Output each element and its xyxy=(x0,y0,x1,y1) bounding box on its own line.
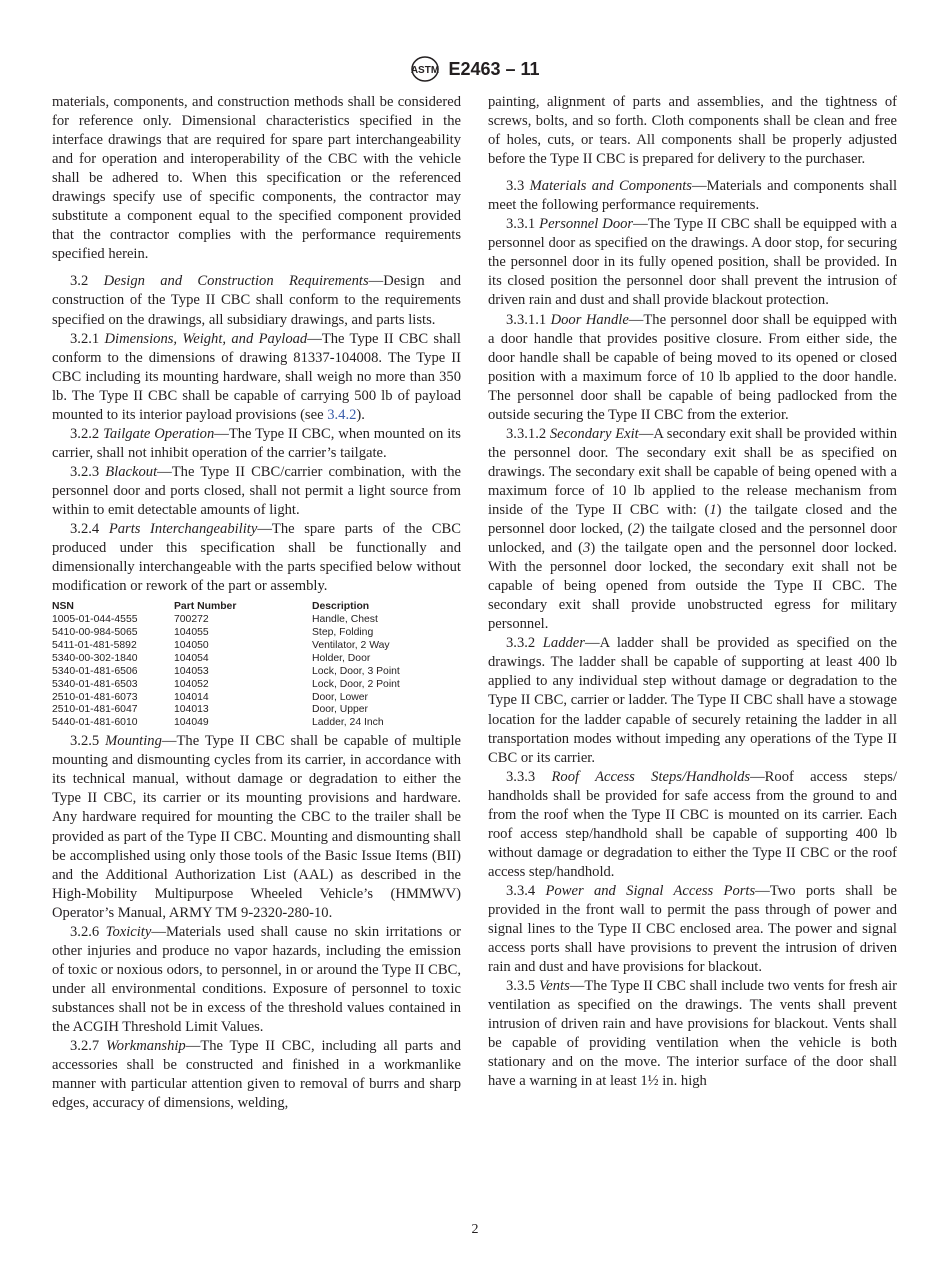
part-number-cell: 104049 xyxy=(174,717,209,729)
section-title: Secondary Exit xyxy=(549,425,639,442)
paragraph xyxy=(488,93,897,169)
paragraph-text: —The Type II CBC/carrier combination, with the personnel door and ports closed, shall not permit a light source from within to emit detectable amounts of light. xyxy=(52,463,461,518)
table-row xyxy=(52,640,461,653)
paragraph-text: —The Type II CBC, when mounted on its carrier, shall not inhibit operation of the carrier’s tailgate. xyxy=(52,425,461,461)
description-cell: Door, Upper xyxy=(312,704,369,716)
nsn-cell: 5340-01-481-6503 xyxy=(52,678,138,690)
paragraph xyxy=(488,311,897,425)
nsn-cell: 5410-00-984-5065 xyxy=(52,627,138,639)
page-header xyxy=(0,56,950,82)
section-title: Design and Construction Requirements xyxy=(103,273,369,290)
table-row xyxy=(52,666,461,679)
paragraph-text: 3.3.1.2 xyxy=(506,425,550,442)
nsn-cell: 5340-00-302-1840 xyxy=(52,652,138,664)
paragraph xyxy=(52,272,461,329)
table-row xyxy=(52,614,461,627)
paragraph-text: 3.3.4 xyxy=(506,882,546,899)
paragraph-text: 3.3.2 xyxy=(506,635,543,652)
paragraph-text: 3.3 xyxy=(506,178,530,195)
section-title: Vents xyxy=(538,978,570,995)
paragraph-text: —Design and construction of the Type II CBC shall conform to the requirements specified on the drawings, all subsidiary drawings, and parts lists. xyxy=(52,273,461,328)
description-cell: Door, Lower xyxy=(312,691,369,703)
nsn-cell: 5340-01-481-6506 xyxy=(52,665,138,677)
paragraph-text: painting, alignment of parts and assemblies, and the tightness of screws, bolts, and so forth. Cloth components shall be clean and free of holes, cuts, or tears. All components shall be properly adjusted before the Type II CBC is prepared for delivery to the purchaser. xyxy=(488,94,897,168)
paragraph-text: 3.2.2 xyxy=(70,425,104,442)
description-cell: Ventilator, 2 Way xyxy=(312,639,390,651)
description-cell: Lock, Door, 2 Point xyxy=(312,678,400,690)
paragraph xyxy=(52,923,461,1037)
part-number-cell: 104054 xyxy=(174,652,209,664)
paragraph-text: —Roof access steps/ handholds shall be provided for safe access from the ground to and from the roof when the Type II CBC is mounted on its carrier. Each roof access step/handhold shall be capable of supporting 400 lb without damage or degradation to either the Type II CBC or the roof access step/handhold. xyxy=(488,768,898,880)
header-part-number: Part Number xyxy=(174,601,237,613)
paragraph-text: —Two ports shall be provided in the front wall to permit the pass through of power and signal lines to the Type II CBC enclosed area. The power and signal access ports shall have provisions to prevent the intrusion of driven rain and dust and have provisions for blackout. xyxy=(488,882,897,976)
header-nsn: NSN xyxy=(52,601,74,613)
section-title: Parts Interchangeability xyxy=(108,521,258,538)
paragraph xyxy=(488,882,897,977)
section-title: Toxicity xyxy=(105,923,152,940)
section-title: Power and Signal Access Ports xyxy=(545,882,756,899)
description-cell: Handle, Chest xyxy=(312,614,378,626)
section-title: Personnel Door xyxy=(539,216,634,233)
paragraph xyxy=(52,463,461,520)
paragraph-text: —Materials used shall cause no skin irritations or other injuries and produce no vapor hazards, including the emission of toxic or noxious odors, to personnel, in or around the Type II CBC, under all environmental conditions. Exposure of personnel to toxic substances shall not be in excess of the threshold values contained in the ACGIH Threshold Limit Values. xyxy=(52,923,461,1035)
paragraph xyxy=(488,177,897,215)
section-title: 1 xyxy=(709,501,717,518)
nsn-cell: 2510-01-481-6073 xyxy=(52,691,138,703)
part-number-cell: 104014 xyxy=(174,691,209,703)
part-number-cell: 104053 xyxy=(174,665,209,677)
table-row xyxy=(52,679,461,692)
description-cell: Holder, Door xyxy=(312,652,371,664)
paragraph xyxy=(488,634,897,767)
section-title: Roof Access Steps/Handholds xyxy=(551,768,751,785)
right-column xyxy=(488,93,897,1091)
paragraph-text: —The Type II CBC shall conform to the dimensions of drawing 81337-104008. The Type II CBC including its mounting hardware, shall weigh no more than 350 lb. The Type II CBC shall be capable of carrying 500 lb of payload mounted to its interior payload provisions (see xyxy=(52,330,461,423)
section-title: Door Handle xyxy=(550,311,629,328)
paragraph xyxy=(52,520,461,596)
paragraph xyxy=(488,215,897,310)
paragraph-text: ) the tailgate closed and the personnel door unlocked, and ( xyxy=(488,521,897,557)
section-title: Materials and Components xyxy=(529,178,692,195)
paragraph-text: —The Type II CBC shall be equipped with a personnel door as specified on the drawings. A door stop, for securing the personnel door in its fully opened position, shall be provided. In its closed position the personnel door shall prevent the intrusion of driven rain and dust and shall provide blackout protection. xyxy=(488,216,897,309)
paragraph-text: 3.2.6 xyxy=(70,923,106,940)
paragraph xyxy=(52,425,461,463)
paragraph-text: 3.2.1 xyxy=(70,330,105,347)
paragraph-text: materials, components, and construction methods shall be considered for reference only. Dimensional characteristics specified in the interface drawings that are required for spare part interchangeability and for operation and interoperability of the CBC with the vehicle shall be adhered to. When this specification or the referenced drawings specify use of specific components, the contractor may substitute a component equal to the specified component provided that the contractor complies with the performance requirements specified herein. xyxy=(52,94,461,263)
nsn-cell: 5440-01-481-6010 xyxy=(52,717,138,729)
part-number-cell: 104013 xyxy=(174,704,209,716)
description-cell: Ladder, 24 Inch xyxy=(312,717,384,729)
paragraph-text: —A secondary exit shall be provided within the personnel door. The secondary exit shall be as specified on drawings. The secondary exit shall be capable of being opened with a maximum force of 10 lb applied to the release mechanism from inside of the Type II CBC with: ( xyxy=(488,425,898,518)
svg-text:ASTM: ASTM xyxy=(411,65,440,76)
paragraph-text: —The Type II CBC, including all parts and accessories shall be constructed and finished in a workmanlike manner with particular attention given to removal of burrs and sharp edges, accuracy of dimensions, welding, xyxy=(52,1038,461,1112)
paragraph-text: 3.3.5 xyxy=(506,978,539,995)
part-number-cell: 104052 xyxy=(174,678,209,690)
paragraph-text: ) the tailgate closed and the personnel door locked, ( xyxy=(488,501,898,538)
paragraph xyxy=(488,768,897,882)
description-cell: Step, Folding xyxy=(312,627,374,639)
paragraph-text: 3.3.1 xyxy=(506,216,540,233)
paragraph xyxy=(488,977,897,1091)
paragraph-text: —Materials and components shall meet the following performance requirements. xyxy=(488,178,897,214)
table-row xyxy=(52,692,461,705)
paragraph-text: —The Type II CBC shall include two vents for fresh air ventilation as specified on the drawings. The vents shall prevent intrusion of driven rain and have provisions for blackout. Vents shall be capable of providing ventilation when the vehicle is both stationary and on the move. The interior surface of the door shall have a warning in at least 1½ in. high xyxy=(488,978,898,1090)
section-title: Mounting xyxy=(105,733,162,750)
paragraph xyxy=(52,732,461,922)
section-title: 3 xyxy=(583,540,591,557)
section-title: Workmanship xyxy=(105,1038,186,1055)
page-number: 2 xyxy=(471,1222,479,1237)
part-number-cell: 700272 xyxy=(174,614,209,626)
paragraph-text: 3.2.4 xyxy=(70,521,109,538)
paragraph-text: —The spare parts of the CBC produced under this specification shall be functionally and dimensionally interchangeable with the parts specified below without modification or rework of the part or assembly. xyxy=(52,521,462,595)
part-number-cell: 104050 xyxy=(174,639,209,651)
left-column xyxy=(52,93,461,1113)
paragraph-text: 3.3.3 xyxy=(506,768,552,785)
section-title: Dimensions, Weight, and Payload xyxy=(104,330,308,347)
table-row xyxy=(52,717,461,730)
paragraph xyxy=(52,330,461,425)
nsn-cell: 1005-01-044-4555 xyxy=(52,614,138,626)
section-title: Ladder xyxy=(542,635,585,652)
paragraph-text: —The personnel door shall be equipped with a door handle that provides positive closure. From either side, the door handle shall be capable of being moved to its opened or closed position with a maximum force of 10 lb applied to the door handle. The personnel door shall be capable of being padlocked from the outside securing the Type II CBC from the exterior. xyxy=(488,311,897,423)
section-title: Blackout xyxy=(105,463,158,480)
paragraph-text: 3.2.5 xyxy=(70,733,106,750)
nsn-cell: 2510-01-481-6047 xyxy=(52,704,138,716)
paragraph-text: —The Type II CBC shall be capable of multiple mounting and dismounting cycles from its carrier, in accordance with its technical manual, without damage or degradation to either the Type II CBC, its carrier or its mounting provisions and hardware. Any hardware required for mounting the CBC to the trailer shall be provided as part of the Type II CBC. Mounting and dismounting shall be accomplished using only those tools of the Basic Issue Items (BII) and the Additional Authorization List (AAL) as described in the High-Mobility Multipurpose Wheeled Vehicle’s (HMMWV) Operator’s Manual, ARMY TM 9-2320-280-10. xyxy=(52,733,461,921)
paragraph xyxy=(52,93,461,264)
paragraph-text: ) the tailgate open and the personnel door locked. With the personnel door locked, the secondary exit shall not be capable of being opened from outside the Type II CBC. The secondary exit shall provide unobstructed egress for military personnel. xyxy=(488,540,897,633)
part-number-cell: 104055 xyxy=(174,627,209,639)
document-id: E2463 – 11 xyxy=(448,58,540,79)
paragraph-text: 3.3.1.1 xyxy=(506,311,551,328)
paragraph-text: 3.2.3 xyxy=(70,463,106,480)
paragraph-text: —A ladder shall be provided as specified on the drawings. The ladder shall be capable of supporting at least 400 lb applied to any individual step without damage or degradation to the Type II CBC, carrier or ladder. The Type II CBC shall have a stowage location for the ladder capable of securely retaining the ladder in all transportation modes without impeding any operations of the Type II CBC or its carrier. xyxy=(488,635,897,766)
nsn-cell: 5411-01-481-5892 xyxy=(52,639,137,651)
table-row xyxy=(52,653,461,666)
paragraph xyxy=(52,1037,461,1113)
table-header-row xyxy=(52,601,461,614)
section-title: Tailgate Operation xyxy=(103,425,215,442)
paragraph-text: ). xyxy=(356,406,365,423)
parts-table xyxy=(52,601,461,730)
paragraph-text: 3.2 xyxy=(70,273,104,290)
table-row xyxy=(52,704,461,717)
section-link[interactable]: 3.4.2 xyxy=(327,406,357,423)
description-cell: Lock, Door, 3 Point xyxy=(312,665,400,677)
section-title: 2 xyxy=(632,521,640,538)
astm-logo-icon xyxy=(410,56,440,82)
header-description: Description xyxy=(312,601,370,613)
table-row xyxy=(52,627,461,640)
paragraph xyxy=(488,425,897,635)
paragraph-text: 3.2.7 xyxy=(70,1038,106,1055)
